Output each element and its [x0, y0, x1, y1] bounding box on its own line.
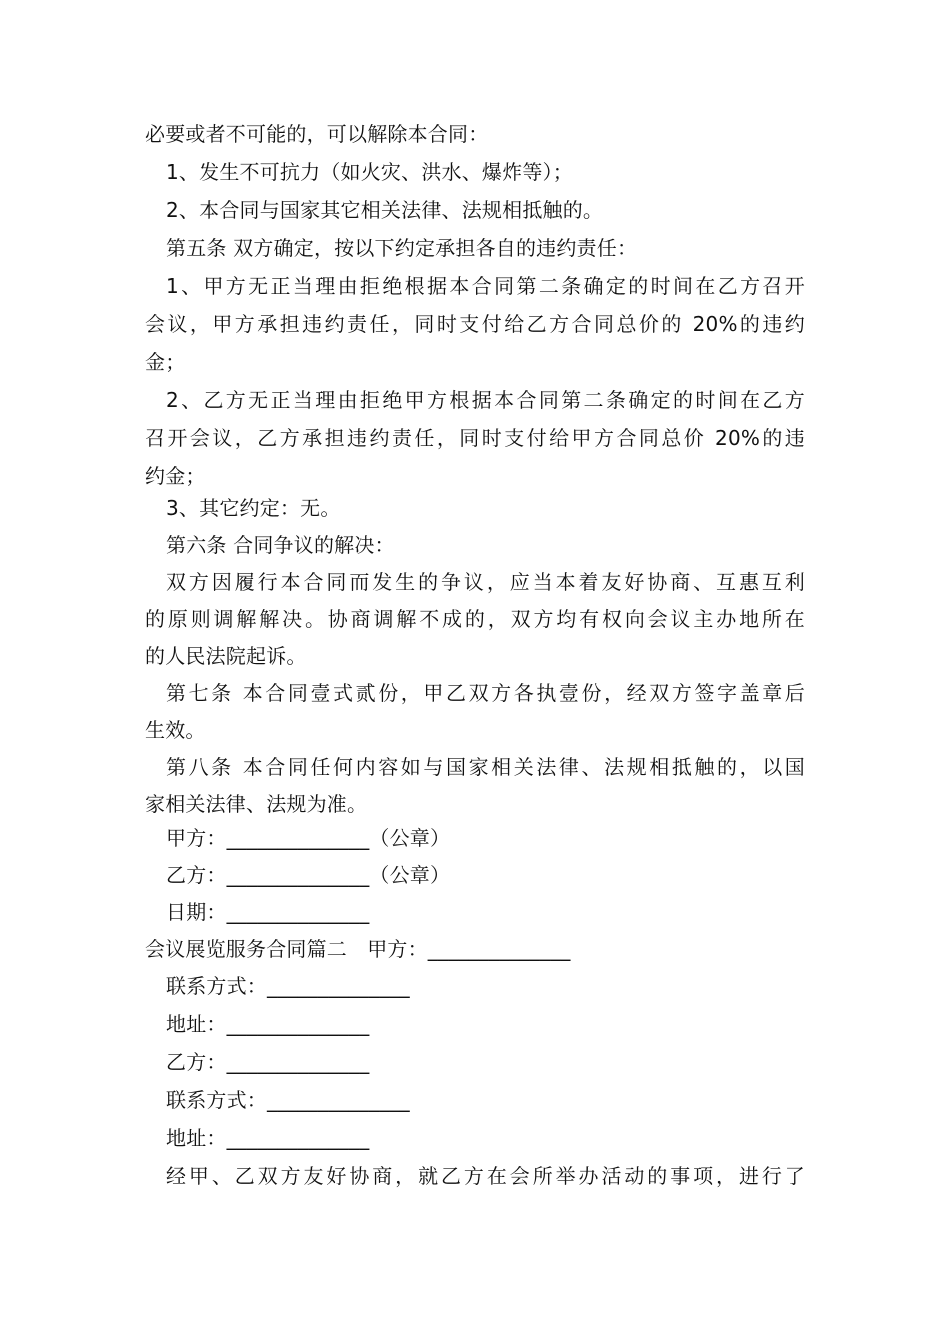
signature-line: 日期：______________: [166, 900, 370, 924]
list-item: 3、其它约定：无。: [166, 496, 341, 520]
form-line: 联系方式：______________: [166, 974, 410, 998]
paragraph-line: 双方因履行本合同而发生的争议，应当本着友好协商、互惠互利: [166, 570, 805, 594]
paragraph-line: 的原则调解解决。协商调解不成的，双方均有权向会议主办地所在: [145, 607, 805, 631]
paragraph-line: 的人民法院起诉。: [145, 644, 307, 668]
article-heading: 第七条 本合同壹式贰份，甲乙双方各执壹份，经双方签字盖章后: [166, 681, 805, 705]
list-item: 1、甲方无正当理由拒绝根据本合同第二条确定的时间在乙方召开: [166, 274, 805, 298]
paragraph-line: 金；: [145, 350, 186, 374]
form-line: 地址：______________: [166, 1126, 370, 1150]
paragraph-line: 必要或者不可能的，可以解除本合同：: [145, 122, 489, 146]
form-line: 乙方：______________: [166, 1050, 370, 1074]
signature-line: 甲方：______________（公章）: [166, 826, 451, 850]
form-line: 联系方式：______________: [166, 1088, 410, 1112]
signature-line: 乙方：______________（公章）: [166, 863, 451, 887]
paragraph-line: 家相关法律、法规为准。: [145, 792, 368, 816]
list-item: 2、本合同与国家其它相关法律、法规相抵触的。: [166, 198, 604, 222]
paragraph-line: 经甲、乙双方友好协商，就乙方在会所举办活动的事项，进行了: [166, 1164, 805, 1188]
section-title: 会议展览服务合同篇二 甲方：______________: [145, 937, 571, 961]
article-heading: 第六条 合同争议的解决：: [166, 533, 395, 557]
article-heading: 第八条 本合同任何内容如与国家相关法律、法规相抵触的，以国: [166, 755, 805, 779]
article-heading: 第五条 双方确定，按以下约定承担各自的违约责任：: [166, 236, 638, 260]
paragraph-line: 召开会议，乙方承担违约责任，同时支付给甲方合同总价 20%的违: [145, 426, 805, 450]
paragraph-line: 生效。: [145, 718, 206, 742]
paragraph-line: 会议，甲方承担违约责任，同时支付给乙方合同总价的 20%的违约: [145, 312, 805, 336]
paragraph-line: 约金；: [145, 464, 206, 488]
list-item: 1、发生不可抗力（如火灾、洪水、爆炸等）；: [166, 160, 573, 184]
list-item: 2、乙方无正当理由拒绝甲方根据本合同第二条确定的时间在乙方: [166, 388, 805, 412]
form-line: 地址：______________: [166, 1012, 370, 1036]
